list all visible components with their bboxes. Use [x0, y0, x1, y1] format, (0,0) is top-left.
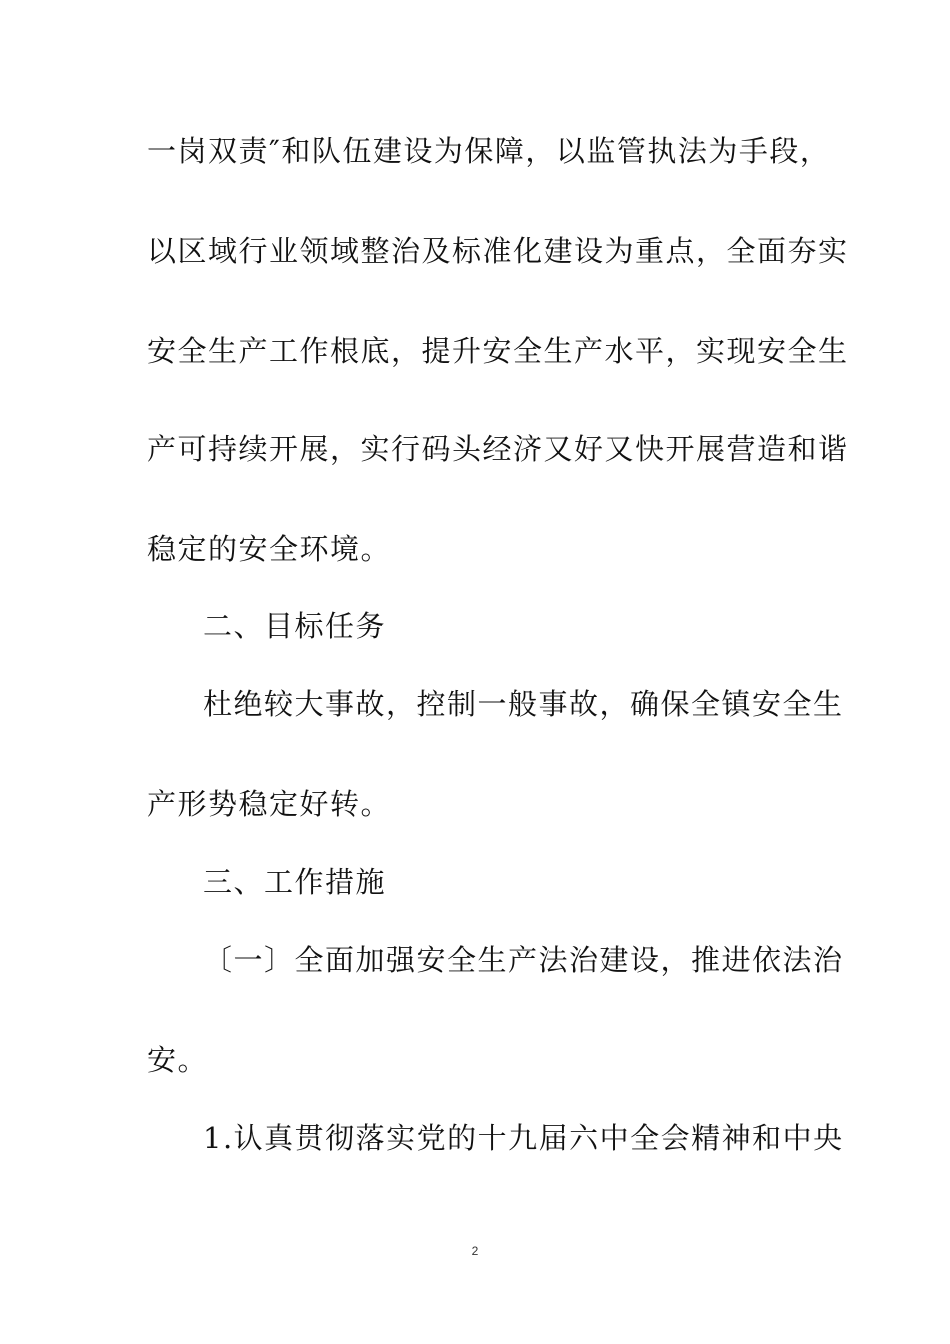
paragraph-line: 杜绝较大事故，控制一般事故，确保全镇安全生	[203, 687, 844, 721]
paragraph-line: 一岗双责″和队伍建设为保障，以监管执法为手段，	[147, 134, 831, 168]
paragraph-line: 安。	[147, 1043, 209, 1077]
paragraph-line: 安全生产工作根底，提升安全生产水平，实现安全生	[147, 334, 849, 368]
section-heading: 二、目标任务	[203, 609, 387, 643]
section-heading: 三、工作措施	[203, 865, 387, 899]
list-item: 1.认真贯彻落实党的十九届六中全会精神和中央	[203, 1121, 844, 1155]
paragraph-line: 稳定的安全环境。	[147, 532, 392, 566]
paragraph-line: 产可持续开展，实行码头经济又好又快开展营造和谐	[147, 432, 849, 466]
paragraph-line: 以区域行业领域整治及标准化建设为重点，全面夯实	[147, 234, 849, 268]
subsection-heading: 〔一〕全面加强安全生产法治建设，推进依法治	[203, 943, 844, 977]
paragraph-line: 产形势稳定好转。	[147, 787, 392, 821]
page-number: 2	[471, 1244, 479, 1258]
